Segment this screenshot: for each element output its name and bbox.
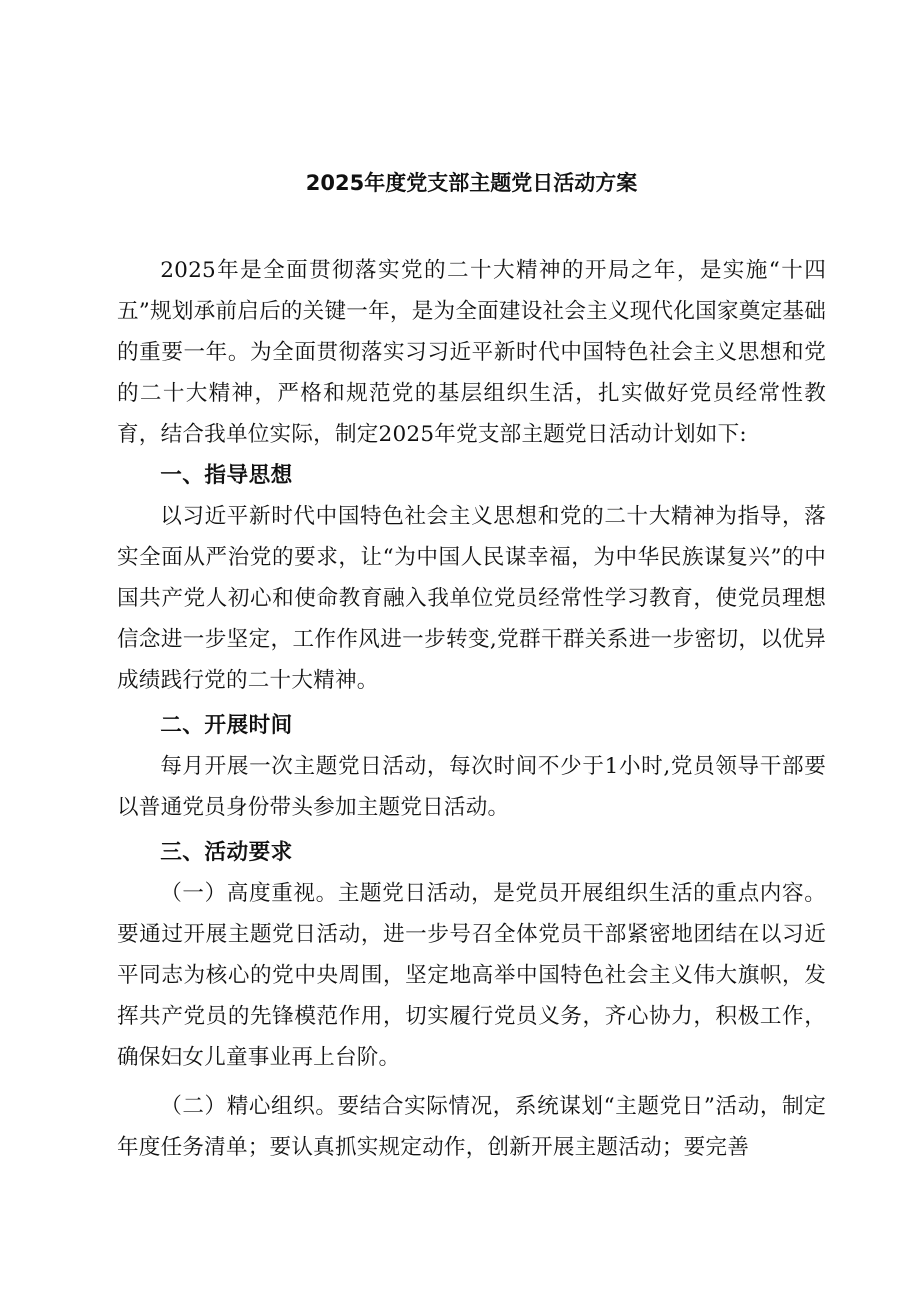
section-paragraph: （一）高度重视。主题党日活动，是党员开展组织生活的重点内容。要通过开展主题党日活动，进一步号召全体党员干部紧密地团结在以习近平同志为核心的党中央周围，坚定地高举中国特色社会主义伟大旗帜，发挥共产党员的先锋模范作用，切实履行党员义务，齐心协力，积极工作，确保妇女儿童事业再上台阶。 — [117, 881, 826, 1070]
document-title: 2025年度党支部主题党日活动方案 — [305, 171, 638, 195]
intro-paragraph: 2025年是全面贯彻落实党的二十大精神的开局之年，是实施“十四五”规划承前启后的关键一年，是为全面建设社会主义现代化国家奠定基础的重要一年。为全面贯彻落实习习近平新时代中国特色社会主义思想和党的二十大精神，严格和规范党的基层组织生活，扎实做好党员经常性教育，结合我单位实际，制定2025年党支部主题党日活动计划如下: — [117, 258, 826, 447]
section-heading-requirements: 三、活动要求 — [160, 840, 293, 865]
section-paragraph: 每月开展一次主题党日活动，每次时间不少于1小时,党员领导干部要以普通党员身份带头参加主题党日活动。 — [117, 754, 826, 820]
document-body — [117, 250, 826, 1168]
section-paragraph: （二）精心组织。要结合实际情况，系统谋划“主题党日”活动，制定年度任务清单；要认真抓实规定动作，创新开展主题活动；要完善 — [117, 1094, 826, 1160]
section-heading-guiding-ideology: 一、指导思想 — [160, 463, 293, 488]
section-paragraph: 以习近平新时代中国特色社会主义思想和党的二十大精神为指导，落实全面从严治党的要求，让“为中国人民谋幸福，为中华民族谋复兴”的中国共产党人初心和使命教育融入我单位党员经常性学习教育，使党员理想信念进一步坚定，工作作风进一步转变,党群干群关系进一步密切，以优异成绩践行党的二十大精神。 — [117, 504, 826, 693]
section-heading-schedule: 二、开展时间 — [160, 713, 293, 738]
